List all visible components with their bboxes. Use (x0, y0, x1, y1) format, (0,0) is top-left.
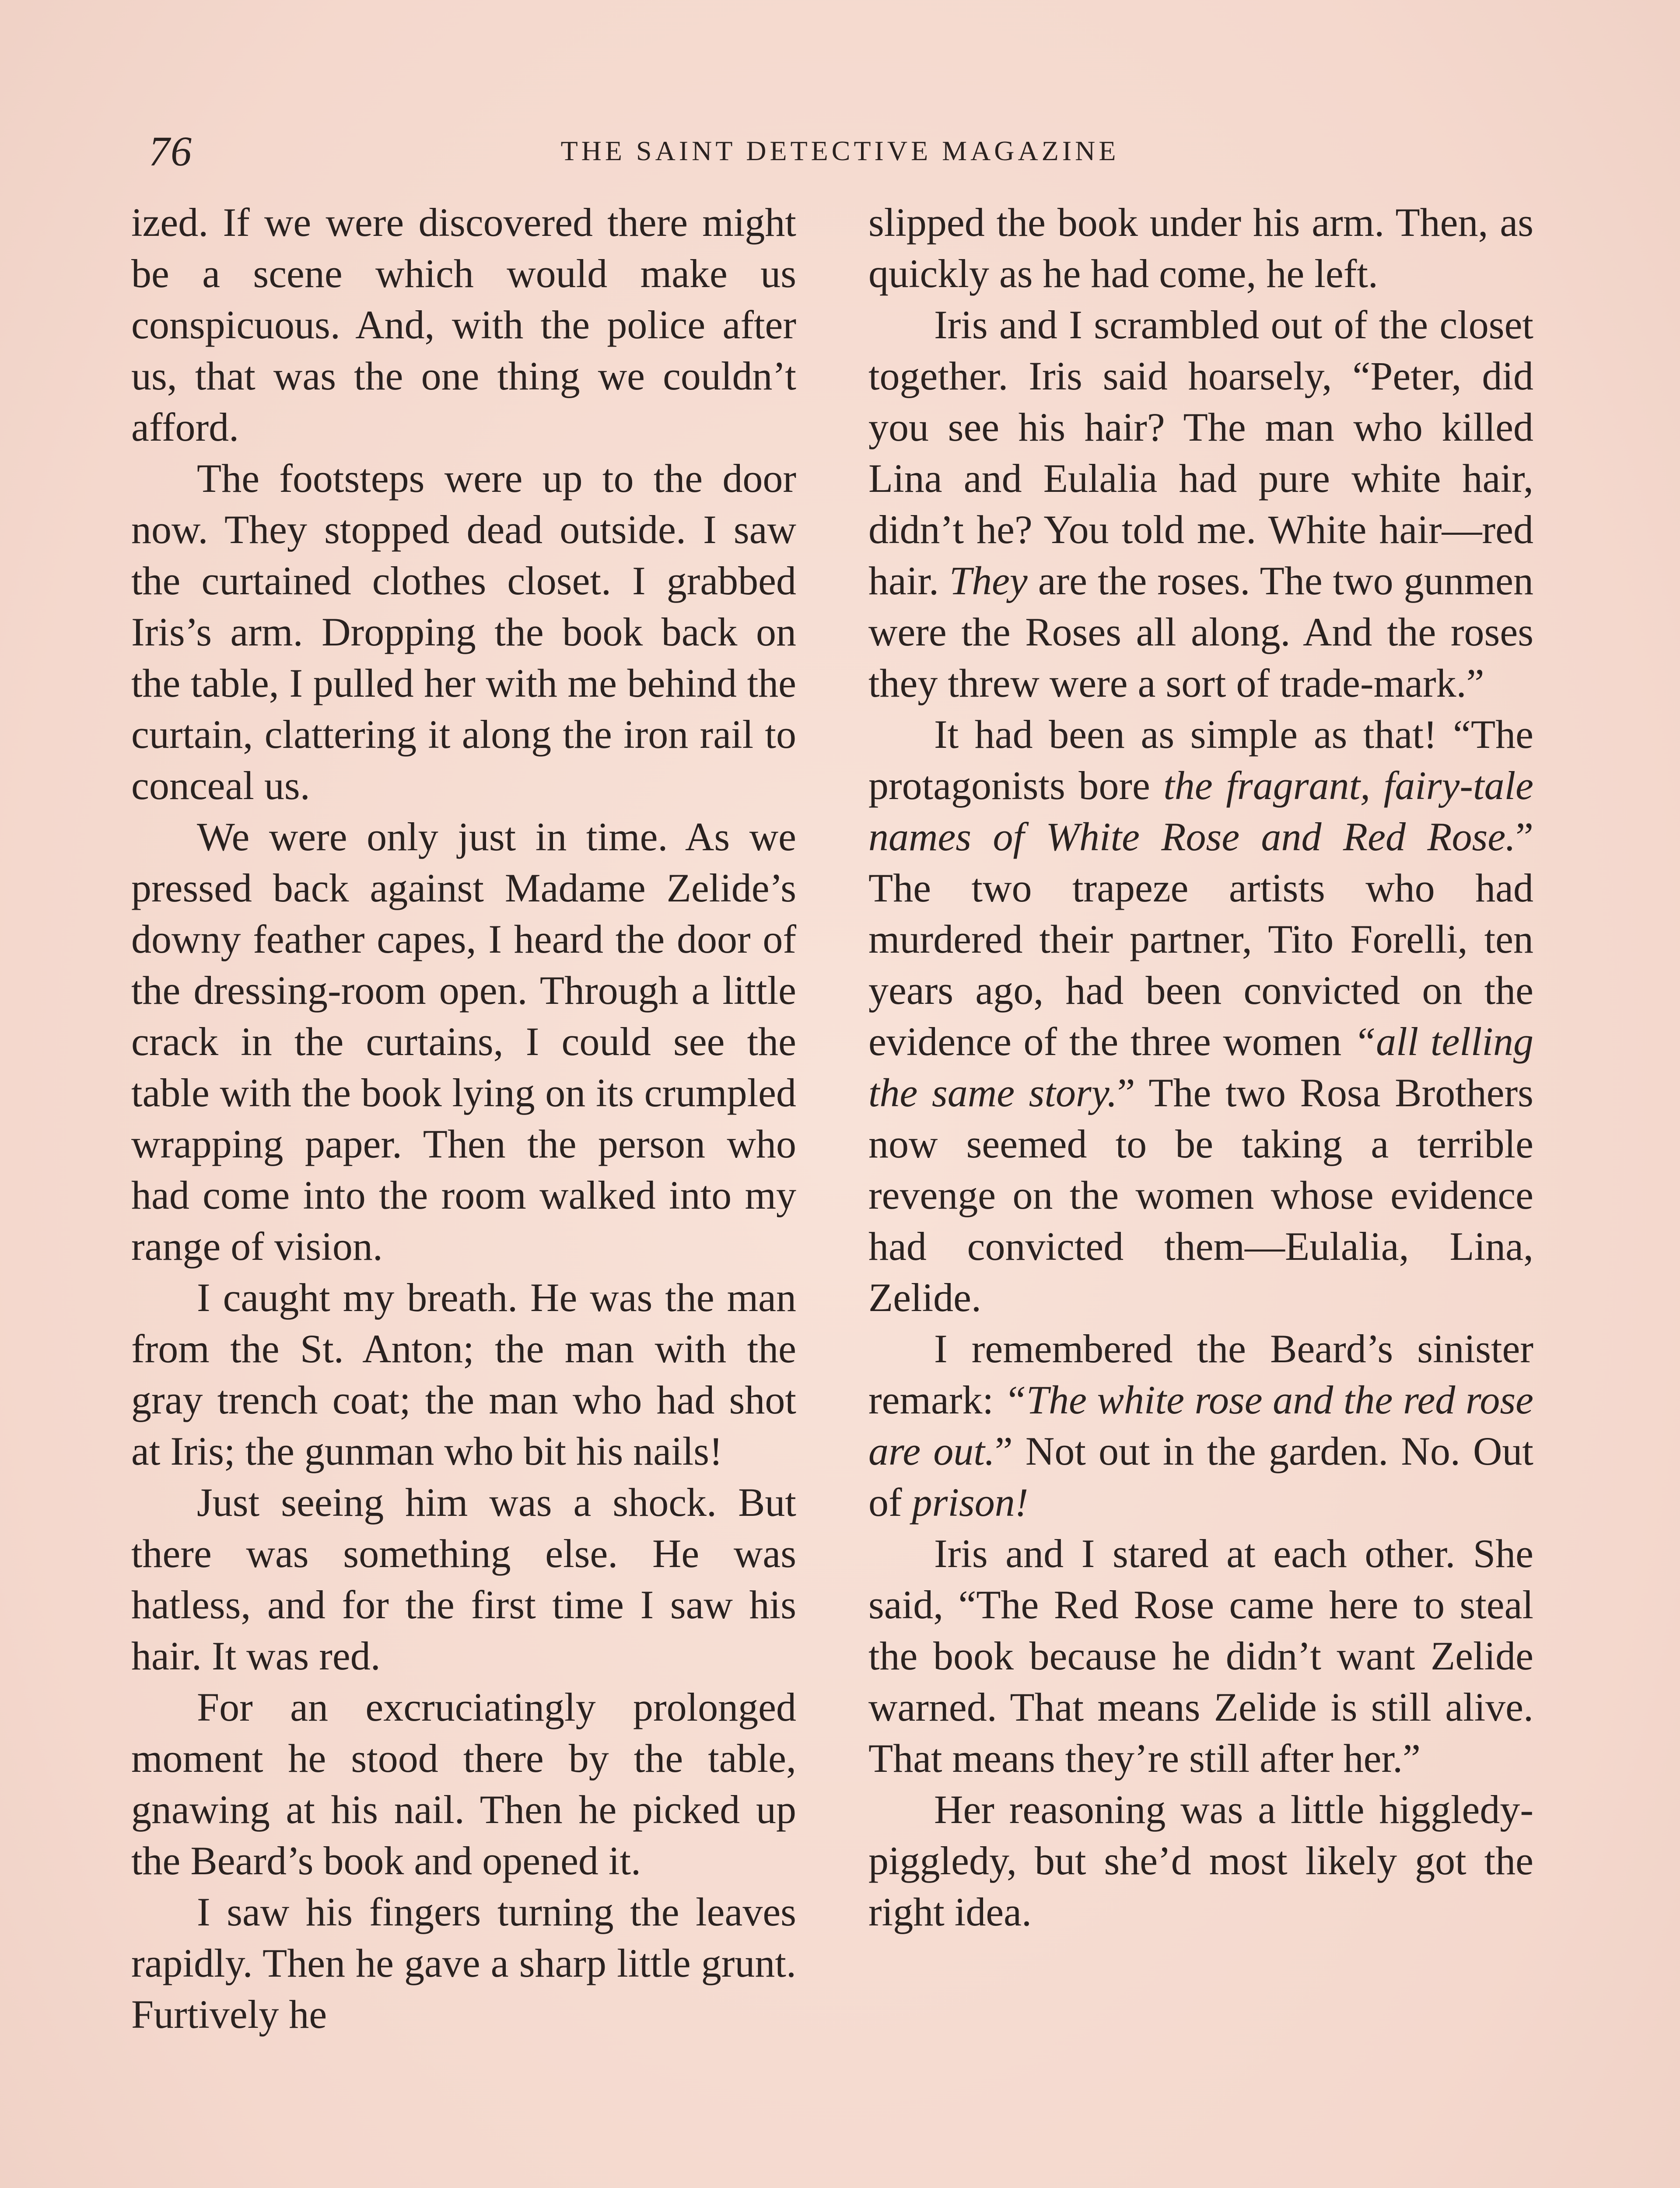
running-title: THE SAINT DETECTIVE MAGAZINE (560, 135, 1120, 166)
text-run: are the roses. The two gunmen were the Roses all along. And the roses they threw were a sort of trade-mark.” (868, 558, 1533, 705)
italic-text: They (949, 558, 1028, 603)
italic-text: “The white rose and the red rose are out. (868, 1378, 1534, 1473)
paragraph: For an excruciatingly prolonged moment he stood there by the table, gnawing at his nail. Then he picked up the Beard’s book and opened it. (131, 1685, 796, 1883)
paragraph (868, 1323, 1533, 1528)
text-run: ” Not out in the garden. No. Out of (868, 1429, 1533, 1525)
italic-text: “all telling the same story. (868, 1019, 1533, 1115)
paragraph: We were only just in time. As we pressed back against Madame Zelide’s downy feather capes, I heard the door of the dressing-room open. Through a little crack in the curtains, I could see the table with the book lying on its crumpled wrapping paper. Then the person who had come into the room walked into my range of vision. (131, 814, 796, 1269)
paragraph: Iris and I stared at each other. She said, “The Red Rose came here to steal the book because he didn’t want Zelide warned. That means Zelide is still alive. That means they’re still after her.” (868, 1531, 1533, 1781)
paragraph: slipped the book under his arm. Then, as quickly as he had come, he left. (868, 200, 1533, 296)
italic-text: prison! (912, 1480, 1029, 1525)
italic-text: the fragrant, fairy-tale names of White Rose and Red Rose. (868, 763, 1533, 859)
right-column (868, 197, 1533, 1938)
page-header (149, 127, 1531, 179)
text-run: ” The two Rosa Brothers now seemed to be taking a terrible revenge on the women whose evidence had convicted them—Eulalia, Lina, Zelide. (868, 1070, 1533, 1320)
text-run: Iris and I scrambled out of the closet together. Iris said hoarsely, “Peter, did you see his hair? The man who killed Lina and Eulalia had pure white hair, didn’t he? You told me. White hair—red hair. (868, 302, 1533, 603)
page-number: 76 (149, 128, 192, 175)
paragraph: ized. If we were discovered there might be a scene which would make us conspicuous. And, with the police after us, that was the one thing we couldn’t afford. (131, 200, 796, 449)
paragraph: I saw his fingers turning the leaves rapidly. Then he gave a sharp little grunt. Furtively he (131, 1890, 796, 2037)
paragraph: I caught my breath. He was the man from the St. Anton; the man with the gray trench coat; the man who had shot at Iris; the gunman who bit his nails! (131, 1275, 796, 1473)
text-run: ” The two trapeze artists who had murdered their partner, Tito Forelli, ten years ago, had been convicted on the evidence of the three women (868, 814, 1533, 1064)
text-run: It had been as simple as that! “The protagonists bore (868, 712, 1533, 808)
text-run: I remembered the Beard’s sinister remark: (868, 1326, 1533, 1422)
paragraph: The footsteps were up to the door now. They stopped dead outside. I saw the curtained clothes closet. I grabbed Iris’s arm. Dropping the book back on the table, I pulled her with me behind the curtain, clattering it along the iron rail to conceal us. (131, 456, 796, 808)
paragraph (868, 709, 1533, 1323)
paragraph (868, 299, 1533, 709)
paragraph: Her reasoning was a little higgledy-piggledy, but she’d most likely got the right idea. (868, 1787, 1533, 1934)
left-column (131, 197, 796, 2040)
paragraph: Just seeing him was a shock. But there was something else. He was hatless, and for the first time I saw his hair. It was red. (131, 1480, 796, 1678)
